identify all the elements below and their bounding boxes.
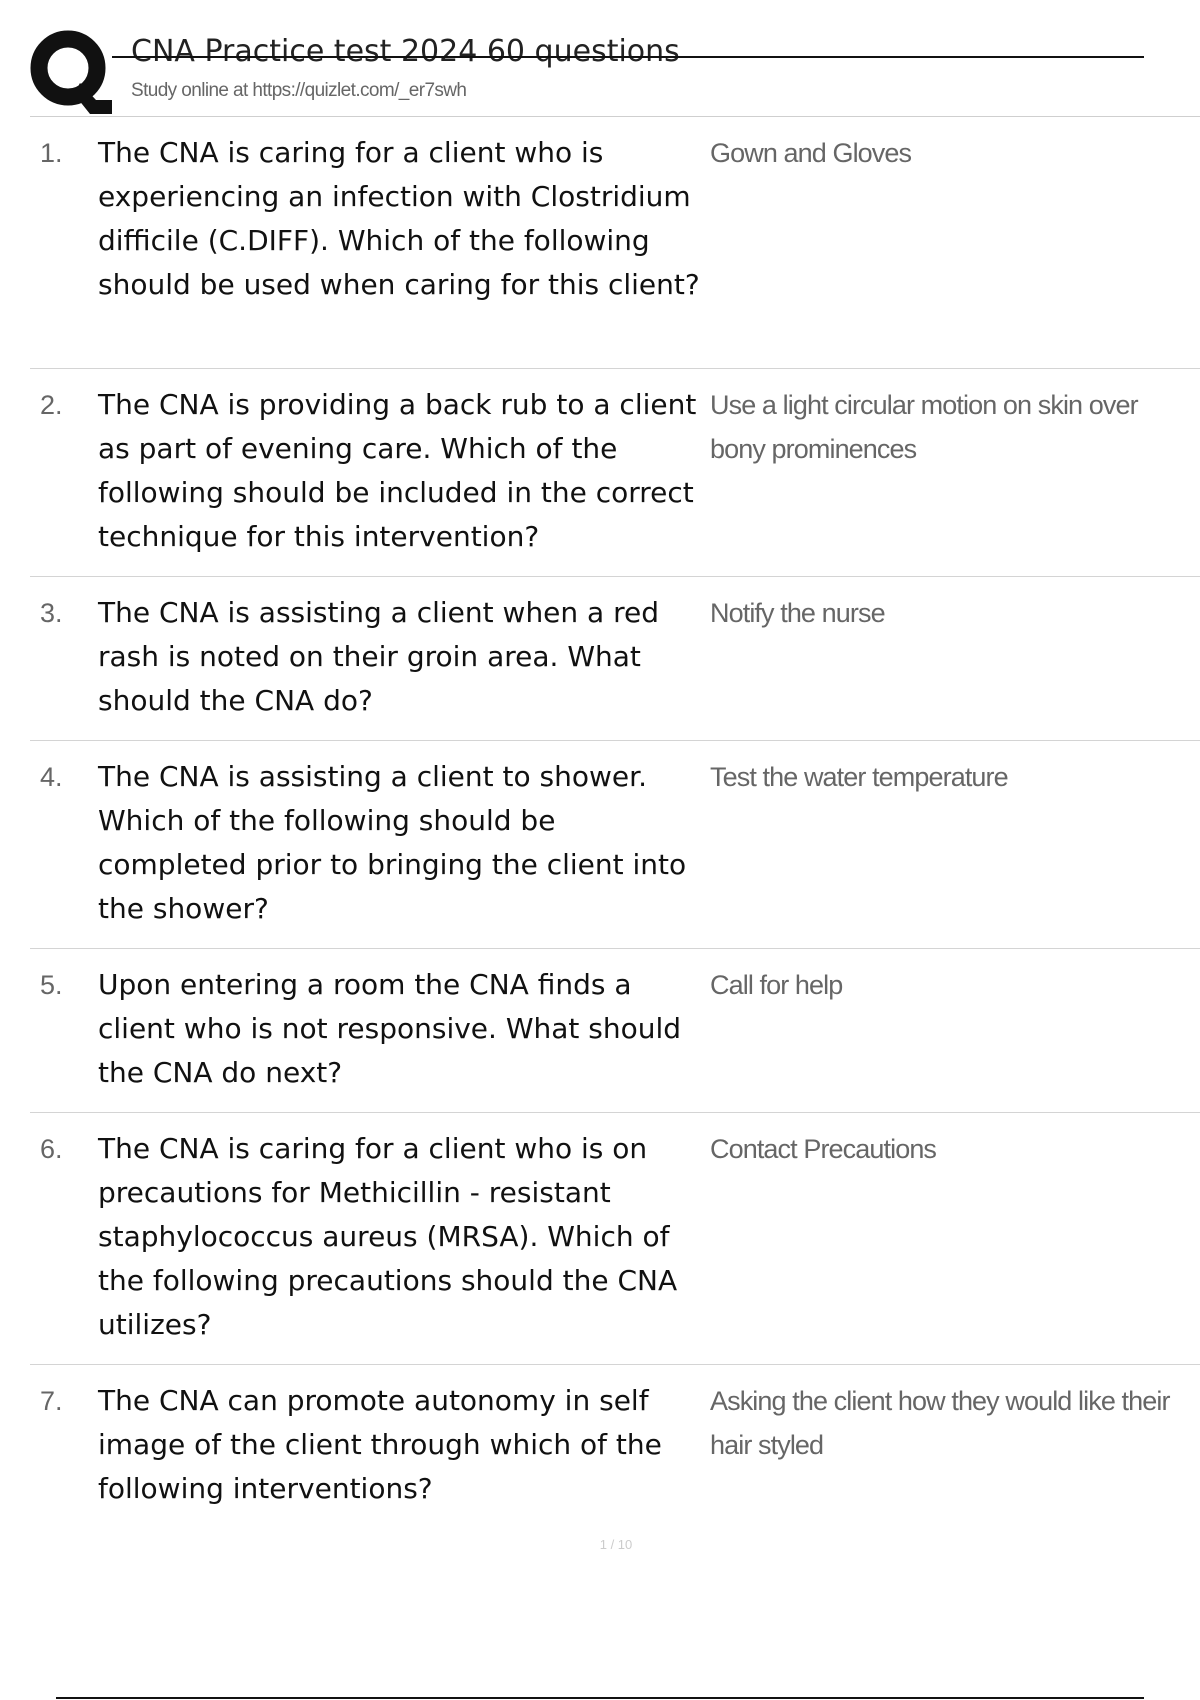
question-number: 6. <box>40 1134 63 1164</box>
study-online-link-text: Study online at https://quizlet.com/_er7swh <box>131 80 467 101</box>
question-text: The CNA is providing a back rub to a client as part of evening care. Which of the following should be included in the correct technique for this intervention? <box>98 388 697 553</box>
question-number: 4. <box>40 762 63 792</box>
qa-row <box>30 949 1200 1113</box>
qa-row <box>30 369 1200 577</box>
footer-rule <box>56 1697 1144 1699</box>
page-indicator: 1 / 10 <box>599 1537 633 1552</box>
qa-row <box>30 117 1200 369</box>
question-number: 1. <box>40 138 63 168</box>
question-text: The CNA is caring for a client who is experiencing an infection with Clostridium difficile (C.DIFF). Which of the following should be used when caring for this client? <box>98 136 700 301</box>
quizlet-q-logo-icon <box>30 28 112 114</box>
question-number: 2. <box>40 390 63 420</box>
document-title: CNA Practice test 2024 60 questions <box>131 34 680 69</box>
answer-text: Asking the client how they would like their hair styled <box>710 1386 1170 1460</box>
question-number: 5. <box>40 970 63 1000</box>
qa-row <box>30 1365 1200 1545</box>
question-number: 7. <box>40 1386 63 1416</box>
question-answer-list <box>30 117 1200 1545</box>
answer-text: Gown and Gloves <box>710 138 912 168</box>
question-text: The CNA can promote autonomy in self image of the client through which of the following interventions? <box>98 1384 662 1505</box>
question-text: Upon entering a room the CNA finds a client who is not responsive. What should the CNA do next? <box>98 968 682 1089</box>
answer-text: Notify the nurse <box>710 598 885 628</box>
qa-row <box>30 1113 1200 1365</box>
answer-text: Use a light circular motion on skin over bony prominences <box>710 390 1138 464</box>
answer-text: Test the water temperature <box>710 762 1008 792</box>
question-number: 3. <box>40 598 63 628</box>
question-text: The CNA is assisting a client when a red rash is noted on their groin area. What should the CNA do? <box>98 596 660 717</box>
answer-text: Contact Precautions <box>710 1134 937 1164</box>
qa-row <box>30 577 1200 741</box>
question-text: The CNA is caring for a client who is on precautions for Methicillin - resistant staphylococcus aureus (MRSA). Which of the following precautions should the CNA utilizes? <box>98 1132 678 1341</box>
answer-text: Call for help <box>710 970 843 1000</box>
question-text: The CNA is assisting a client to shower. Which of the following should be completed prior to bringing the client into the shower? <box>98 760 687 925</box>
page-header <box>0 0 1200 118</box>
title-rule <box>112 56 1144 58</box>
qa-row <box>30 741 1200 949</box>
